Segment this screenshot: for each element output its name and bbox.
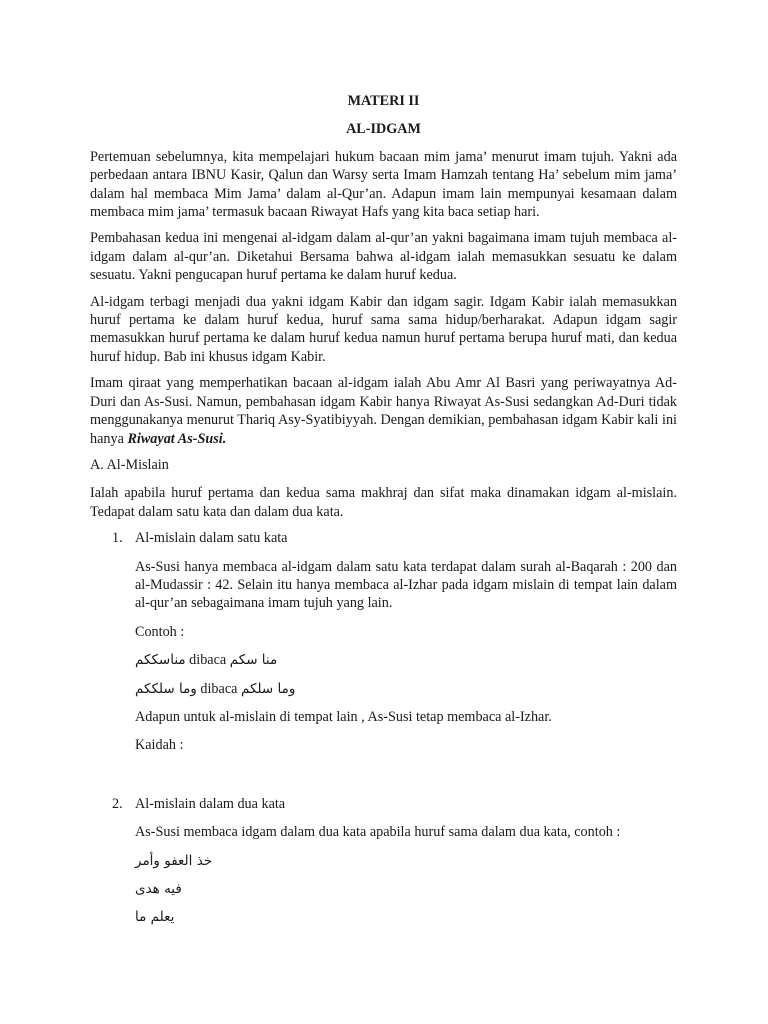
- list-item-2: [90, 795, 677, 813]
- item-1-body: As-Susi hanya membaca al-idgam dalam satu kata terdapat dalam surah al-Baqarah : 200 dan al-Mudassir : 42. Selain itu hanya membaca al-Izhar pada idgam mislain di tempat lain dalam al-qur’an sebagaimana imam tujuh yang lain.: [135, 558, 677, 612]
- item-1-example-2: [90, 680, 677, 698]
- example-2-dibaca: dibaca: [200, 680, 238, 697]
- document-subtitle: AL-IDGAM: [346, 121, 421, 138]
- kaidah-blank-space: [90, 765, 677, 795]
- item-2-example-2: [90, 880, 677, 898]
- item-2-arabic-example-2: فيه هدى: [135, 881, 182, 897]
- item-1-contoh-label: Contoh :: [135, 623, 185, 640]
- list-item-1: [90, 529, 677, 547]
- list-item-1-title: Al-mislain dalam satu kata: [135, 530, 288, 547]
- section-a-title: A. Al-Mislain: [90, 456, 169, 473]
- paragraph-4-text: Imam qiraat yang memperhatikan bacaan al-idgam ialah Abu Amr Al Basri yang periwayatnya Ad-Duri dan As-Susi. Namun, pembahasan idgam Kabir hanya Riwayat As-Susi sedangkan Ad-Duri tidak menggunakanya menurut Thariq Asy-Syatibiyyah. Dengan demikian, pembahasan idgam Kabir kali ini hanya: [90, 375, 677, 447]
- example-2-arabic-read: وما سلكم: [240, 680, 296, 697]
- list-number-1: 1.: [112, 530, 123, 547]
- paragraph-1: Pertemuan sebelumnya, kita mempelajari hukum bacaan mim jama’ menurut imam tujuh. Yakni ada perbedaan antara IBNU Kasir, Qalun dan Warsy serta Imam Hamzah tentang Ha’ sebelum mim jama’ dalam hal membaca Mim Jama’ dalam al-Qur’an. Adapun imam lain mempunyai kesamaan dalam membaca mim jama’ termasuk bacaan Riwayat Hafs yang kita baca setiap hari.: [90, 148, 677, 221]
- paragraph-4-emphasis: Riwayat As-Susi.: [127, 430, 227, 447]
- item-1-after-examples: Adapun untuk al-mislain di tempat lain , As-Susi tetap membaca al-Izhar.: [135, 708, 552, 725]
- document-title: MATERI II: [347, 93, 420, 109]
- list-item-2-title: Al-mislain dalam dua kata: [135, 795, 286, 812]
- item-1-example-1: [90, 651, 677, 669]
- item-2-example-3: [90, 908, 677, 926]
- paragraph-3: Al-idgam terbagi menjadi dua yakni idgam Kabir dan idgam sagir. Idgam Kabir ialah memasukkan huruf pertama ke dalam huruf kedua, huruf sama sama hidup/berharakat. Adapun idgam sagir memasukkan huruf pertama ke dalam huruf kedua namun huruf pertama berupa huruf mati, dan kedua huruf hidup. Bab ini khusus idgam Kabir.: [90, 293, 677, 365]
- item-2-example-1: [90, 852, 677, 870]
- item-2-arabic-example-1: خذ العفو وأمر: [135, 852, 213, 869]
- item-1-kaidah-label: Kaidah :: [135, 737, 184, 754]
- example-1-arabic-original: مناسككم: [135, 652, 186, 669]
- section-a-intro: Ialah apabila huruf pertama dan kedua sama makhraj dan sifat maka dinamakan idgam al-mislain. Tedapat dalam satu kata dan dalam dua kata.: [90, 485, 677, 520]
- example-1-arabic-read: منا سكم: [229, 652, 278, 669]
- example-2-arabic-original: وما سلككم: [135, 680, 197, 697]
- paragraph-4: [90, 374, 677, 448]
- paragraph-2: Pembahasan kedua ini mengenai al-idgam dalam al-qur’an yakni bagaimana imam tujuh membaca al-idgam dalam al-qur’an. Diketahui Bersama bahwa al-idgam ialah memasukkan sesuatu ke dalam sesuatu. Yakni pengucapan huruf pertama ke dalam huruf kedua.: [90, 230, 677, 284]
- item-2-body: As-Susi membaca idgam dalam dua kata apabila huruf sama dalam dua kata, contoh :: [135, 824, 621, 841]
- list-number-2: 2.: [112, 795, 123, 812]
- item-2-arabic-example-3: يعلم ما: [135, 909, 175, 926]
- example-1-dibaca: dibaca: [189, 652, 227, 669]
- document-content: [90, 92, 677, 937]
